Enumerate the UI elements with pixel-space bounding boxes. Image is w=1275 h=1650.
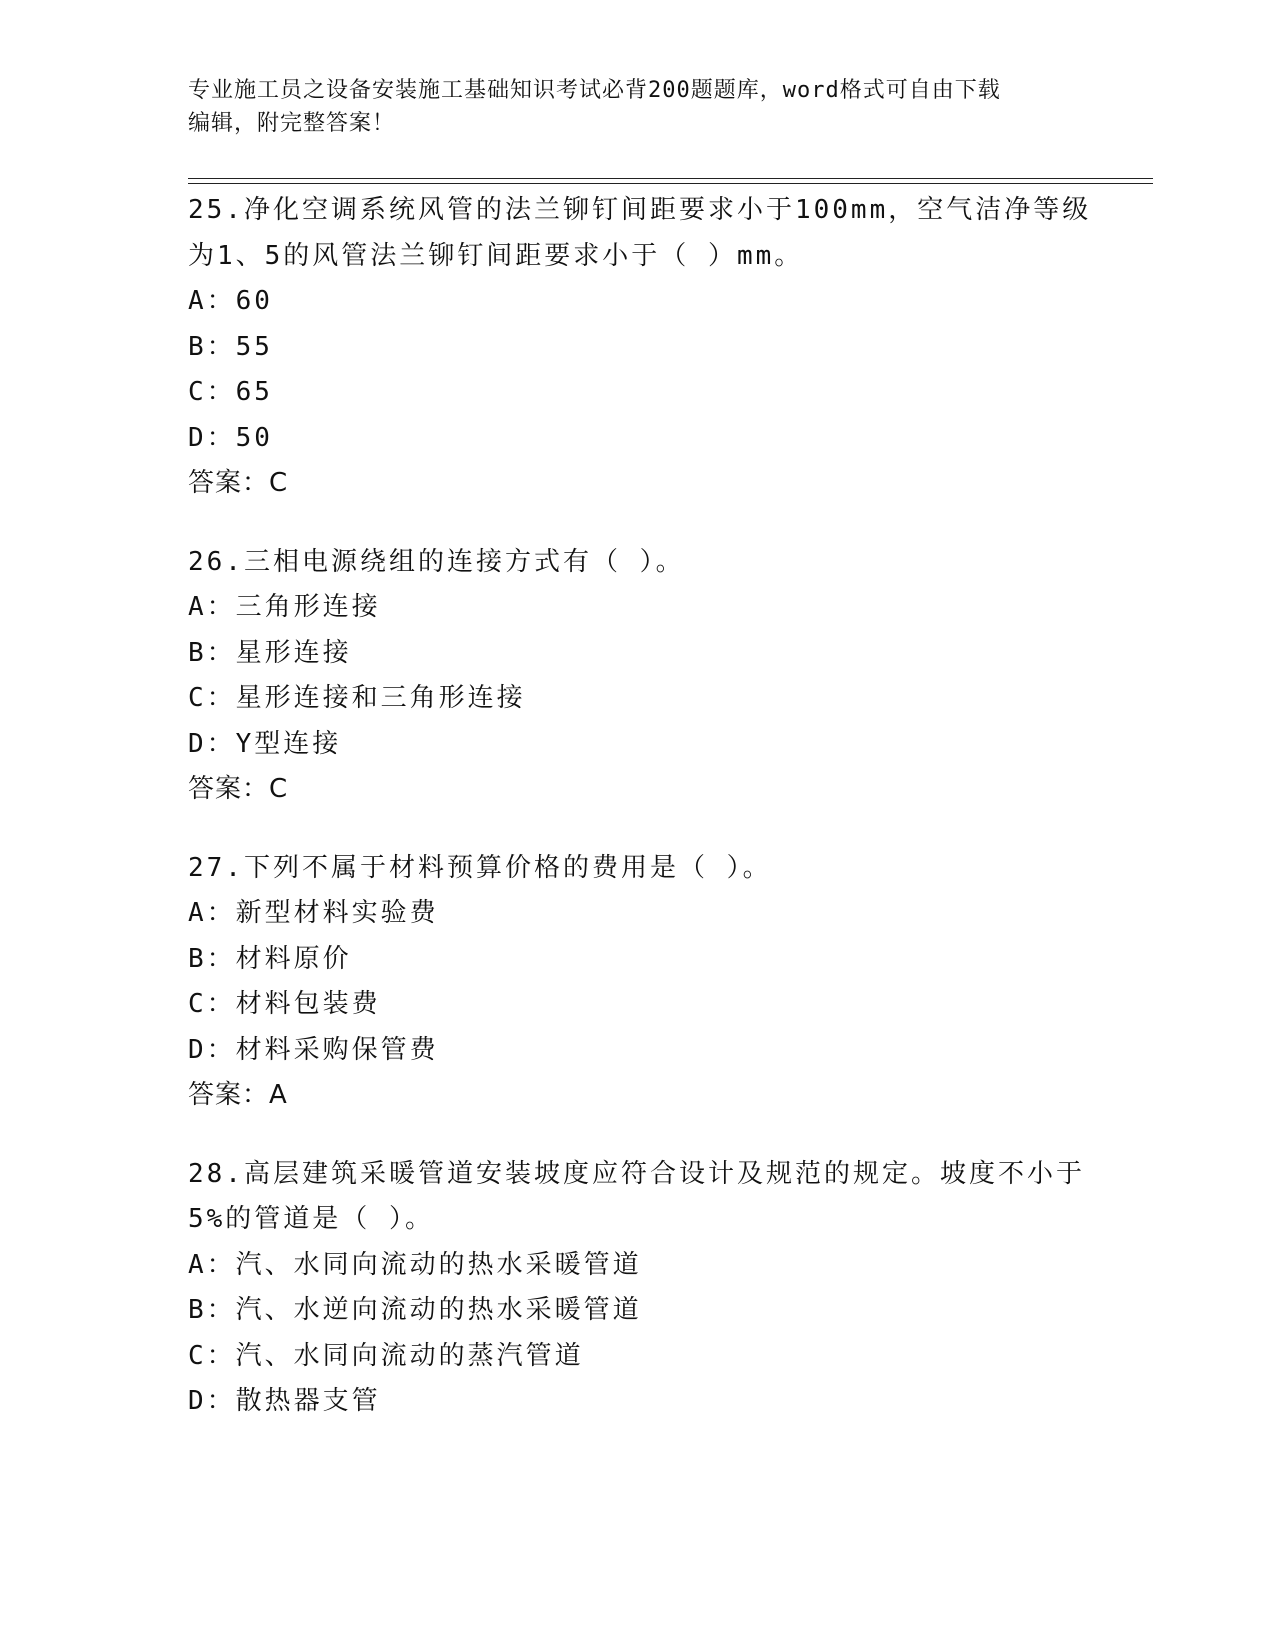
option-b: B：汽、水逆向流动的热水采暖管道 <box>188 1295 642 1325</box>
question-26 <box>188 540 1088 813</box>
option-c: C：星形连接和三角形连接 <box>188 683 526 713</box>
question-list <box>188 188 1092 1458</box>
answer-key: 答案：C <box>188 468 289 498</box>
question-stem-line: 25.净化空调系统风管的法兰铆钉间距要求小于100mm，空气洁净等级 <box>188 195 1092 225</box>
option-c: C：汽、水同向流动的蒸汽管道 <box>188 1340 584 1371</box>
option-a: A：汽、水同向流动的热水采暖管道 <box>188 1249 642 1280</box>
option-b: B：55 <box>188 331 273 362</box>
question-25 <box>188 188 1092 507</box>
question-stem-line: 5%的管道是（ ）。 <box>188 1204 434 1234</box>
option-b: B：材料原价 <box>188 943 352 974</box>
option-a: A：60 <box>188 286 273 316</box>
question-stem-line: 为1、5的风管法兰铆钉间距要求小于（ ）mm。 <box>188 240 804 271</box>
option-b: B：星形连接 <box>188 637 352 668</box>
option-d: D：Y型连接 <box>188 728 342 759</box>
question-stem-line: 28.高层建筑采暖管道安装坡度应符合设计及规范的规定。坡度不小于 <box>188 1158 1085 1189</box>
header-line-1: 专业施工员之设备安装施工基础知识考试必背200题题库，word格式可自由下载 <box>188 78 1001 103</box>
option-d: D：材料采购保管费 <box>188 1034 439 1065</box>
answer-key: 答案：A <box>188 1080 288 1110</box>
option-a: A：新型材料实验费 <box>188 898 439 928</box>
question-stem-line: 27.下列不属于材料预算价格的费用是（ ）。 <box>188 852 772 883</box>
question-stem-line: 26.三相电源绕组的连接方式有（ ）。 <box>188 546 685 577</box>
question-27 <box>188 846 1088 1119</box>
option-a: A：三角形连接 <box>188 592 381 622</box>
option-d: D：散热器支管 <box>188 1386 381 1416</box>
header-divider-top <box>188 178 1153 179</box>
option-d: D：50 <box>188 422 273 453</box>
question-28 <box>188 1152 1088 1425</box>
option-c: C：65 <box>188 377 273 407</box>
header-divider-bottom <box>188 183 1153 184</box>
document-header <box>188 74 1068 140</box>
answer-key: 答案：C <box>188 774 289 804</box>
option-c: C：材料包装费 <box>188 989 381 1019</box>
header-line-2: 编辑，附完整答案！ <box>188 111 396 136</box>
